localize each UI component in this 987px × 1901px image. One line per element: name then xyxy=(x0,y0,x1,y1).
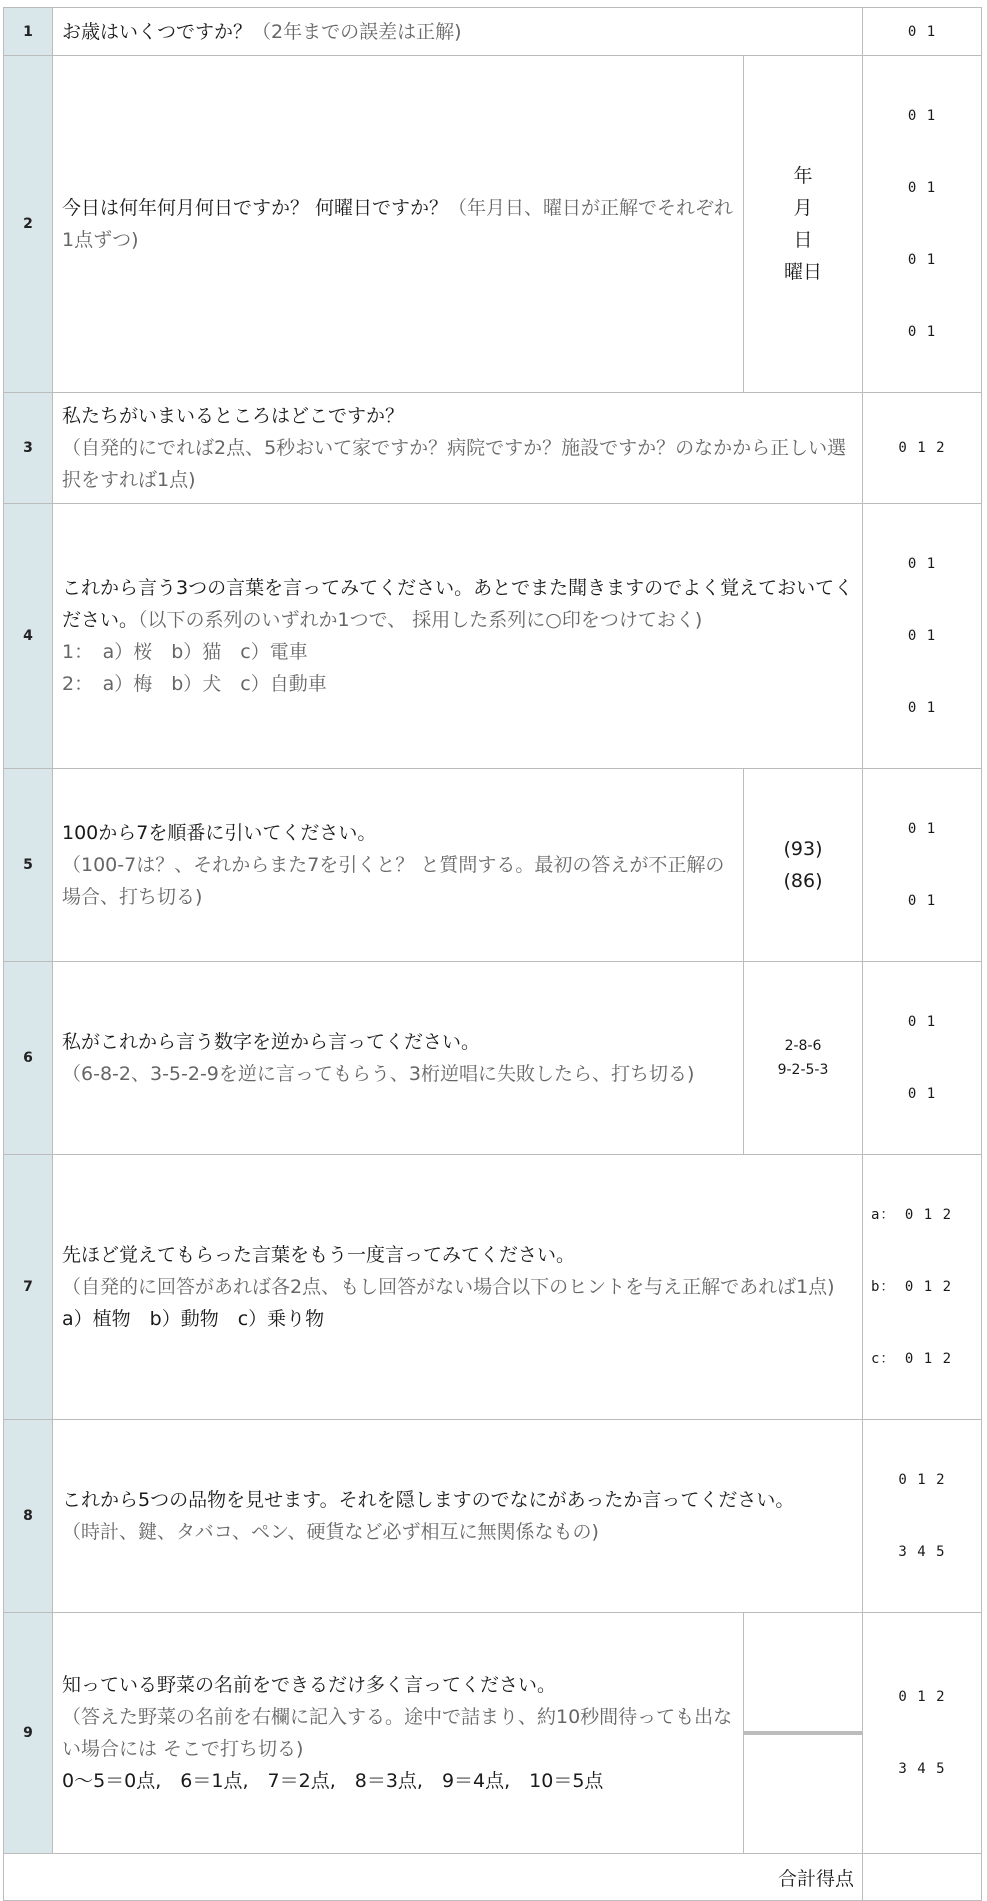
score-option[interactable]: 0 1 xyxy=(907,252,937,268)
hds-r-score-table xyxy=(3,7,982,1901)
question-text: 私がこれから言う数字を逆から言ってください。 xyxy=(62,1031,481,1053)
table-row xyxy=(4,504,982,769)
answer-label-day: 日 xyxy=(793,229,813,251)
score-option[interactable]: 0 1 xyxy=(907,324,937,340)
question-note: （自発的にでれば2点、5秒おいて家ですか？病院ですか？施設ですか？のなかから正しい選択をすれば1点) xyxy=(62,437,847,491)
question-cell xyxy=(53,393,863,504)
question-cell xyxy=(53,1155,863,1420)
score-cell xyxy=(863,769,982,962)
word-series-1: 1： a）桜 b）猫 c）電車 xyxy=(62,641,308,663)
question-note: （自発的に回答があれば各2点、もし回答がない場合以下のヒントを与え正解であれば1点) xyxy=(62,1276,835,1298)
item-number: 7 xyxy=(4,1155,53,1420)
item-number: 2 xyxy=(4,56,53,393)
question-text: これから言う3つの言葉を言ってみてください。あとでまた聞きますのでよく覚えておいてください。 xyxy=(62,577,854,631)
scoring-rule: 0〜5＝0点, 6＝1点, 7＝2点, 8＝3点, 9＝4点, 10＝5点 xyxy=(62,1770,604,1792)
question-note: （答えた野菜の名前を右欄に記入する。途中で詰まり、約10秒間待っても出ない場合には そこで打ち切る) xyxy=(62,1706,733,1760)
score-option[interactable]: 0 1 xyxy=(907,821,937,837)
total-score-box[interactable] xyxy=(863,1854,982,1901)
score-option[interactable]: 3 4 5 xyxy=(898,1761,946,1777)
question-cell xyxy=(53,1613,744,1854)
answer-label-year: 年 xyxy=(793,165,813,187)
score-cell xyxy=(863,393,982,504)
answer-labels xyxy=(744,769,863,962)
question-text: 100から7を順番に引いてください。 xyxy=(62,822,377,844)
word-series-2: 2： a）梅 b）犬 c）自動車 xyxy=(62,673,327,695)
item-number: 5 xyxy=(4,769,53,962)
table-row xyxy=(4,769,982,962)
score-cell xyxy=(863,1613,982,1854)
answer-box[interactable] xyxy=(803,1735,862,1736)
score-cell xyxy=(863,56,982,393)
table-row xyxy=(4,393,982,504)
question-cell xyxy=(53,769,744,962)
question-cell xyxy=(53,962,744,1155)
question-text: お歳はいくつですか？ xyxy=(62,20,253,43)
score-cell xyxy=(863,1420,982,1613)
question-note: （6-8-2、3-5-2-9を逆に言ってもらう、3桁逆唱に失敗したら、打ち切る) xyxy=(62,1063,695,1085)
score-option-c[interactable]: c： 0 1 2 xyxy=(871,1351,953,1367)
answer-label: (86) xyxy=(783,870,823,892)
answer-label: 9-2-5-3 xyxy=(777,1062,829,1078)
answer-labels xyxy=(744,962,863,1155)
score-option-b[interactable]: b： 0 1 2 xyxy=(871,1279,953,1295)
table-row xyxy=(4,8,982,56)
table-row xyxy=(4,1155,982,1420)
table-row xyxy=(4,56,982,393)
question-cell xyxy=(53,504,863,769)
table-row xyxy=(4,962,982,1155)
score-cell xyxy=(863,1155,982,1420)
score-option[interactable]: 0 1 xyxy=(907,556,937,572)
vegetable-answer-grid xyxy=(744,1613,863,1854)
answer-labels xyxy=(744,56,863,393)
score-option[interactable]: 0 1 xyxy=(907,700,937,716)
question-text: 私たちがいまいるところはどこですか？ xyxy=(62,405,405,427)
question-note: （2年までの誤差は正解) xyxy=(252,20,462,43)
question-text: これから5つの品物を見せます。それを隠しますのでなにがあったか言ってください。 xyxy=(62,1489,795,1511)
question-cell xyxy=(53,8,863,56)
score-option[interactable]: 3 4 5 xyxy=(898,1544,946,1560)
score-option[interactable]: 0 1 2 xyxy=(898,440,946,456)
item-number: 1 xyxy=(4,8,53,56)
score-option[interactable]: 0 1 xyxy=(907,1014,937,1030)
score-option[interactable]: 0 1 2 xyxy=(898,1689,946,1705)
answer-label: 2-8-6 xyxy=(784,1038,822,1054)
answer-label-month: 月 xyxy=(793,197,813,219)
question-text: 先ほど覚えてもらった言葉をもう一度言ってみてください。 xyxy=(62,1244,576,1266)
question-text: 今日は何年何月何日ですか？ 何曜日ですか？ xyxy=(62,197,449,219)
question-note: （年月日、曜日が正解でそれぞれ1点ずつ) xyxy=(62,197,734,251)
score-option-a[interactable]: a： 0 1 2 xyxy=(871,1207,953,1223)
score-option[interactable]: 0 1 xyxy=(907,23,937,40)
score-cell xyxy=(863,8,982,56)
item-number: 9 xyxy=(4,1613,53,1854)
total-label: 合計得点 xyxy=(4,1854,863,1901)
question-text: 知っている野菜の名前をできるだけ多く言ってください。 xyxy=(62,1674,557,1696)
total-row xyxy=(4,1854,982,1901)
table-row xyxy=(4,1613,982,1854)
question-note: （時計、鍵、タバコ、ペン、硬貨など必ず相互に無関係なもの) xyxy=(62,1521,599,1543)
item-number: 4 xyxy=(4,504,53,769)
score-option[interactable]: 0 1 xyxy=(907,1086,937,1102)
item-number: 6 xyxy=(4,962,53,1155)
score-option[interactable]: 0 1 2 xyxy=(898,1472,946,1488)
table-row xyxy=(4,1420,982,1613)
score-cell xyxy=(863,962,982,1155)
hint-line: a）植物 b）動物 c）乗り物 xyxy=(62,1308,325,1330)
score-option[interactable]: 0 1 xyxy=(907,893,937,909)
score-option[interactable]: 0 1 xyxy=(907,180,937,196)
score-option[interactable]: 0 1 xyxy=(907,628,937,644)
answer-label: (93) xyxy=(783,838,823,860)
question-note: （以下の系列のいずれか1つで、 採用した系列に○印をつけておく) xyxy=(138,609,703,631)
answer-label-weekday: 曜日 xyxy=(783,261,822,283)
question-note: （100-7は？、それからまた7を引くと？ と質問する。最初の答えが不正解の場合、打ち切る) xyxy=(62,854,725,908)
item-number: 3 xyxy=(4,393,53,504)
item-number: 8 xyxy=(4,1420,53,1613)
question-cell xyxy=(53,1420,863,1613)
score-option[interactable]: 0 1 xyxy=(907,108,937,124)
answer-box[interactable] xyxy=(744,1735,803,1736)
question-cell xyxy=(53,56,744,393)
score-cell xyxy=(863,504,982,769)
